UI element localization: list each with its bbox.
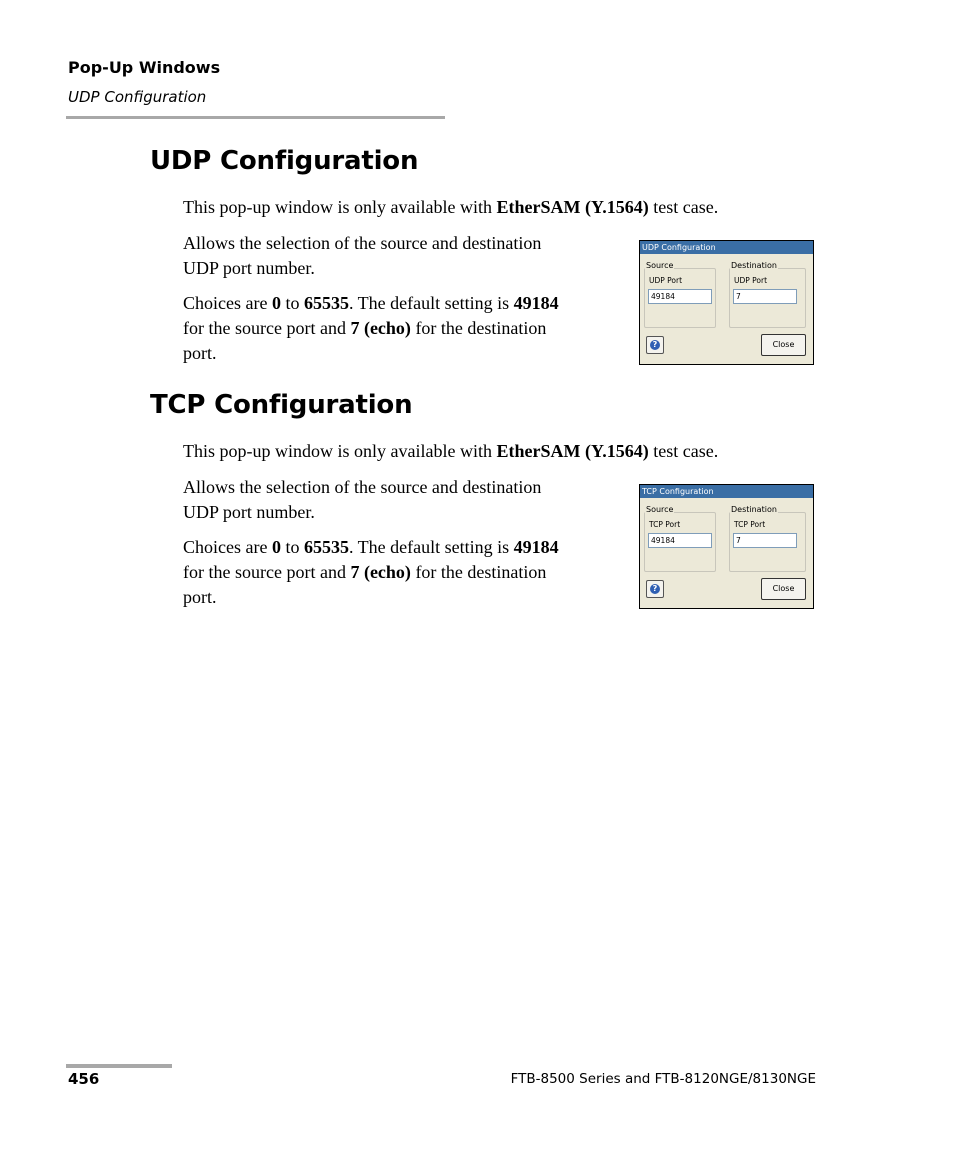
choices-text: to <box>280 293 304 313</box>
dialog-title-bar: UDP Configuration <box>640 241 813 254</box>
close-button[interactable]: Close <box>761 334 806 356</box>
tcp-choices <box>183 535 559 610</box>
intro-text-end: test case. <box>648 197 719 217</box>
product-name: FTB-8500 Series and FTB-8120NGE/8130NGE <box>510 1071 816 1087</box>
choices-text: port. <box>183 587 217 607</box>
source-legend: Source <box>646 261 674 270</box>
destination-legend: Destination <box>731 505 777 514</box>
tcp-description <box>183 475 541 525</box>
choices-default-source: 49184 <box>513 293 559 313</box>
choices-text: Choices are <box>183 537 272 557</box>
destination-port-input[interactable]: 7 <box>733 533 797 548</box>
intro-bold: EtherSAM (Y.1564) <box>496 197 649 217</box>
section-heading-udp: UDP Configuration <box>150 146 419 176</box>
destination-port-input[interactable]: 7 <box>733 289 797 304</box>
header-rule <box>66 116 445 119</box>
udp-intro-paragraph <box>183 195 718 220</box>
page-number: 456 <box>68 1070 100 1088</box>
dialog-title-bar: TCP Configuration <box>640 485 813 498</box>
help-icon: ? <box>650 584 660 594</box>
choices-text: for the source port and <box>183 562 351 582</box>
source-port-input[interactable]: 49184 <box>648 289 712 304</box>
choices-text: for the source port and <box>183 318 351 338</box>
source-port-input[interactable]: 49184 <box>648 533 712 548</box>
destination-port-label: UDP Port <box>734 276 768 285</box>
intro-bold: EtherSAM (Y.1564) <box>496 441 649 461</box>
desc-line: Allows the selection of the source and destination <box>183 233 542 253</box>
choices-text: to <box>280 537 304 557</box>
desc-line: UDP port number. <box>183 258 315 278</box>
help-button[interactable] <box>646 580 664 598</box>
help-button[interactable] <box>646 336 664 354</box>
choices-max: 65535 <box>303 293 349 313</box>
choices-min: 0 <box>271 293 281 313</box>
footer-rule <box>66 1064 172 1068</box>
udp-description <box>183 231 541 281</box>
choices-text: port. <box>183 343 217 363</box>
destination-port-label: TCP Port <box>734 520 766 529</box>
running-header-chapter: Pop-Up Windows <box>68 58 221 77</box>
choices-default-dest: 7 (echo) <box>350 562 411 582</box>
desc-line: UDP port number. <box>183 502 315 522</box>
source-port-label: UDP Port <box>649 276 683 285</box>
choices-max: 65535 <box>303 537 349 557</box>
running-header-section: UDP Configuration <box>68 88 207 106</box>
source-port-label: TCP Port <box>649 520 681 529</box>
section-heading-tcp: TCP Configuration <box>150 390 413 420</box>
choices-min: 0 <box>271 537 281 557</box>
choices-default-source: 49184 <box>513 537 559 557</box>
intro-text: This pop-up window is only available with <box>183 197 497 217</box>
tcp-config-dialog <box>639 484 814 609</box>
source-legend: Source <box>646 505 674 514</box>
choices-default-dest: 7 (echo) <box>350 318 411 338</box>
close-button[interactable]: Close <box>761 578 806 600</box>
intro-text-end: test case. <box>648 441 719 461</box>
intro-text: This pop-up window is only available with <box>183 441 497 461</box>
choices-text: . The default setting is <box>348 537 514 557</box>
udp-choices <box>183 291 559 366</box>
udp-config-dialog <box>639 240 814 365</box>
destination-legend: Destination <box>731 261 777 270</box>
tcp-intro-paragraph <box>183 439 718 464</box>
help-icon: ? <box>650 340 660 350</box>
desc-line: Allows the selection of the source and destination <box>183 477 542 497</box>
choices-text: . The default setting is <box>348 293 514 313</box>
choices-text: Choices are <box>183 293 272 313</box>
choices-text: for the destination <box>410 318 547 338</box>
choices-text: for the destination <box>410 562 547 582</box>
